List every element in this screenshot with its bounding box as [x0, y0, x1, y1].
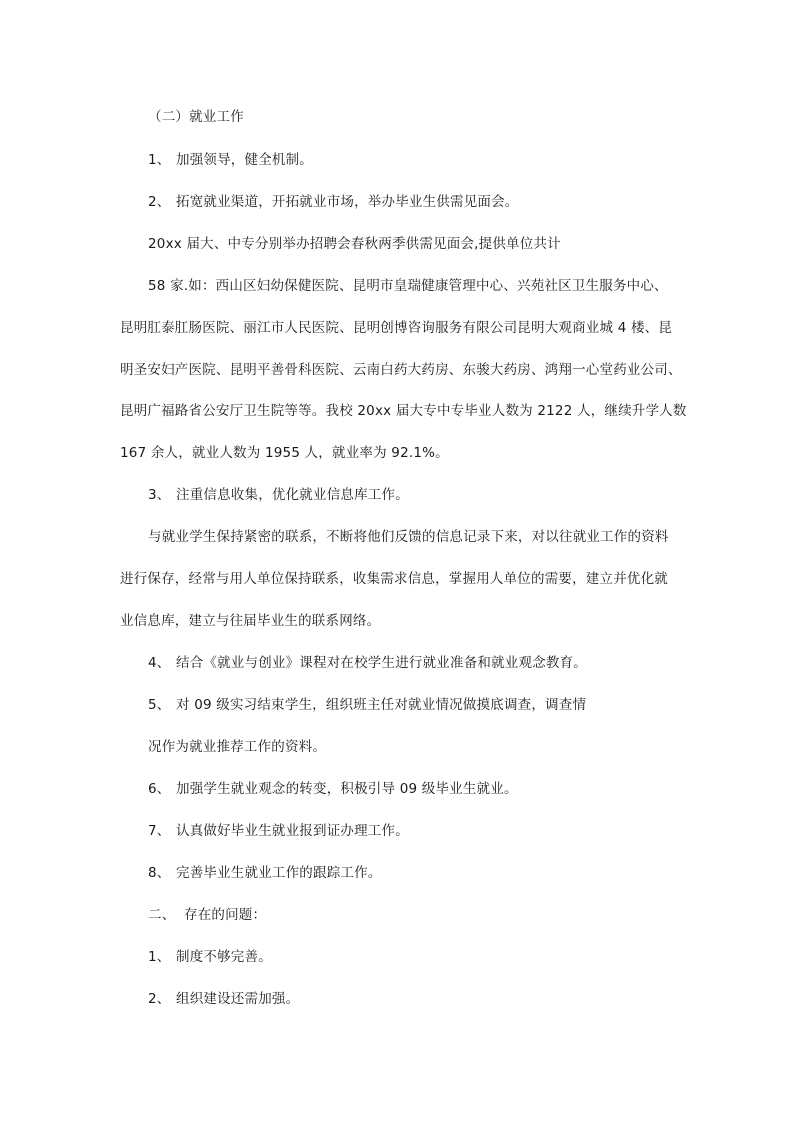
- paragraph-line: 与就业学生保持紧密的联系，不断将他们反馈的信息记录下来，对以往就业工作的资料: [148, 529, 669, 545]
- list-item-text: 制度不够完善。: [176, 949, 272, 965]
- list-item-text: 完善毕业生就业工作的跟踪工作。: [176, 865, 382, 881]
- paragraph-line: 20xx 届大、中专分别举办招聘会春秋两季供需见面会,提供单位共计: [148, 236, 561, 252]
- list-item: [148, 696, 586, 714]
- list-item: [148, 654, 587, 672]
- list-item-number: 2、: [148, 991, 171, 1007]
- paragraph-line: 58 家.如：西山区妇幼保健医院、昆明市皇瑞健康管理中心、兴苑社区卫生服务中心、: [148, 278, 668, 294]
- list-item-text: 加强学生就业观念的转变，积极引导 09 级毕业生就业。: [176, 781, 518, 797]
- paragraph-line: 业信息库，建立与往届毕业生的联系网络。: [120, 613, 381, 629]
- list-item-number: 6、: [148, 781, 171, 797]
- list-item: [148, 193, 519, 211]
- list-item-text: 结合《就业与创业》课程对在校学生进行就业准备和就业观念教育。: [176, 655, 587, 671]
- list-item-number: 3、: [148, 487, 171, 503]
- paragraph-line: 进行保存，经常与用人单位保持联系，收集需求信息，掌握用人单位的需要，建立并优化就: [120, 571, 668, 587]
- list-item-text: 组织建设还需加强。: [176, 991, 300, 1007]
- list-item-number: 1、: [148, 949, 171, 965]
- paragraph-line: 167 余人，就业人数为 1955 人，就业率为 92.1%。: [120, 445, 449, 461]
- section-number: 二、: [148, 907, 176, 923]
- list-item: [148, 151, 313, 169]
- list-item-number: 5、: [148, 697, 171, 713]
- list-item: [148, 990, 299, 1008]
- section-title: 存在的问题：: [184, 907, 267, 923]
- list-item-number: 2、: [148, 194, 171, 210]
- list-item-number: 7、: [148, 823, 171, 839]
- list-item-text: 认真做好毕业生就业报到证办理工作。: [176, 823, 409, 839]
- paragraph-line: 况作为就业推荐工作的资料。: [148, 739, 327, 755]
- list-item-number: 8、: [148, 865, 171, 881]
- section-heading-2: [148, 906, 266, 924]
- list-item-text: 对 09 级实习结束学生，组织班主任对就业情况做摸底调查，调查情: [176, 697, 587, 713]
- list-item: [148, 486, 409, 504]
- list-item-number: 1、: [148, 152, 171, 168]
- list-item-text: 加强领导，健全机制。: [176, 152, 313, 168]
- list-item: [148, 864, 382, 882]
- list-item-number: 4、: [148, 655, 171, 671]
- list-item-text: 拓宽就业渠道，开拓就业市场，举办毕业生供需见面会。: [176, 194, 519, 210]
- list-item-text: 注重信息收集，优化就业信息库工作。: [176, 487, 409, 503]
- list-item: [148, 948, 272, 966]
- list-item: [148, 822, 409, 840]
- paragraph-line: 昆明广福路省公安厅卫生院等等。我校 20xx 届大专中专毕业人数为 2122 人，继续升学人数: [120, 403, 687, 419]
- paragraph-line: 明圣安妇产医院、昆明平善骨科医院、云南白药大药房、东骏大药房、鸿翔一心堂药业公司、: [120, 362, 682, 378]
- paragraph-line: 昆明肛泰肛肠医院、丽江市人民医院、昆明创博咨询服务有限公司昆明大观商业城 4 楼、昆: [120, 320, 673, 336]
- section-heading: （二）就业工作: [148, 109, 244, 125]
- list-item: [148, 780, 518, 798]
